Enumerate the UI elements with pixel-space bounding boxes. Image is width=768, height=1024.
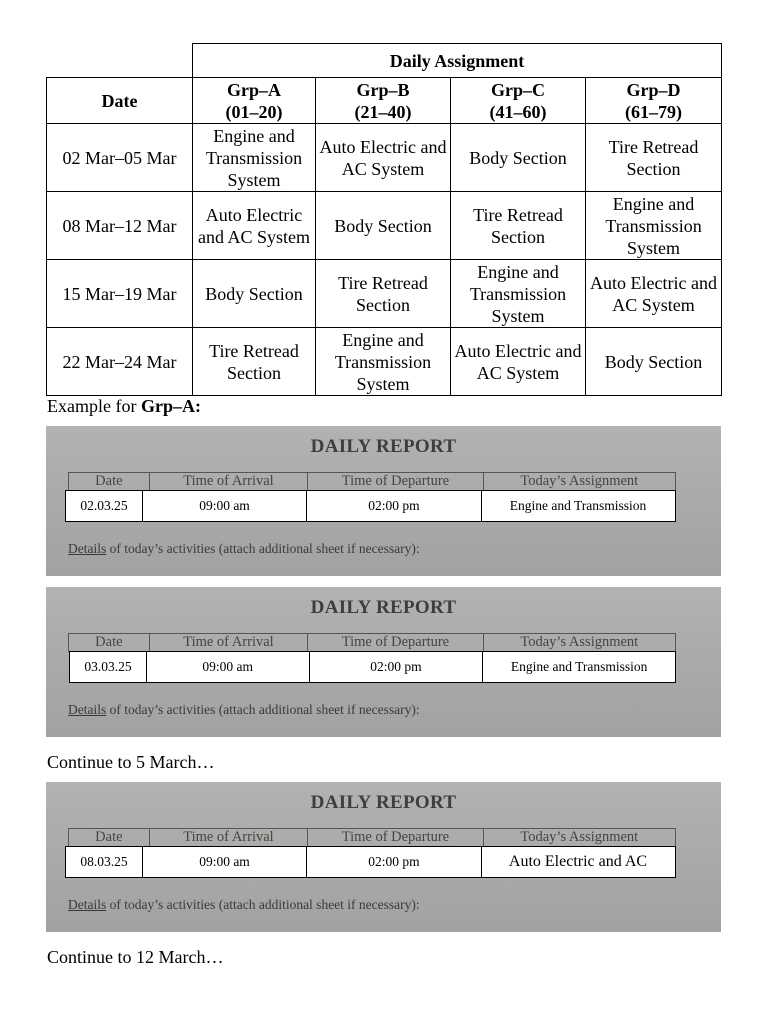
details-label: Details bbox=[68, 897, 107, 912]
group-range: (61–79) bbox=[625, 101, 683, 122]
table-row bbox=[47, 260, 722, 328]
continue-note-1: Continue to 5 March… bbox=[47, 752, 215, 772]
example-prefix: Example for bbox=[47, 396, 141, 416]
group-name: Grp–A bbox=[227, 79, 281, 100]
header-date: Date bbox=[69, 473, 150, 490]
group-name: Grp–B bbox=[356, 79, 410, 100]
entry-date: 08.03.25 bbox=[66, 847, 143, 877]
entry-assignment: Auto Electric and AC bbox=[508, 853, 648, 870]
daily-report-photo bbox=[46, 426, 721, 576]
report-entry-row bbox=[65, 846, 676, 878]
header-assignment: Today’s Assignment bbox=[520, 829, 639, 845]
example-caption bbox=[47, 395, 201, 417]
assignment-cell: Auto Electric and AC System bbox=[316, 124, 451, 192]
entry-date: 03.03.25 bbox=[70, 652, 147, 682]
header-assignment: Today’s Assignment bbox=[520, 634, 639, 650]
entry-assignment: Engine and Transmission bbox=[509, 498, 647, 513]
row-date: 22 Mar–24 Mar bbox=[47, 328, 193, 396]
assignment-cell: Engine and Transmission System bbox=[586, 192, 722, 260]
group-range: (41–60) bbox=[489, 101, 547, 122]
assignment-cell: Auto Electric and AC System bbox=[451, 328, 586, 396]
daily-report-photo bbox=[46, 782, 721, 932]
group-range: (01–20) bbox=[225, 101, 283, 122]
assignment-cell: Body Section bbox=[316, 192, 451, 260]
entry-assignment: Engine and Transmission bbox=[510, 659, 648, 674]
report-entry-row bbox=[69, 651, 676, 683]
group-name: Grp–D bbox=[626, 79, 681, 100]
assignment-cell: Body Section bbox=[586, 328, 722, 396]
report-header-row bbox=[68, 472, 676, 491]
details-label: Details bbox=[68, 541, 107, 556]
header-arrival: Time of Arrival bbox=[150, 634, 308, 651]
assignment-cell: Auto Electric and AC System bbox=[193, 192, 316, 260]
assignment-cell: Tire Retread Section bbox=[451, 192, 586, 260]
entry-arrival: 09:00 am bbox=[143, 847, 307, 877]
daily-report-photo bbox=[46, 587, 721, 737]
date-header: Date bbox=[47, 78, 193, 124]
assignment-cell: Auto Electric and AC System bbox=[586, 260, 722, 328]
report-header-row bbox=[68, 633, 676, 652]
report-details-line bbox=[68, 897, 420, 913]
header-date: Date bbox=[69, 829, 150, 846]
group-header-c bbox=[451, 78, 586, 124]
entry-arrival: 09:00 am bbox=[147, 652, 310, 682]
assignment-cell: Body Section bbox=[193, 260, 316, 328]
assignment-cell: Tire Retread Section bbox=[193, 328, 316, 396]
details-label: Details bbox=[68, 702, 107, 717]
report-title: DAILY REPORT bbox=[310, 436, 457, 457]
row-date: 15 Mar–19 Mar bbox=[47, 260, 193, 328]
report-header-row bbox=[68, 828, 676, 847]
group-header-b bbox=[316, 78, 451, 124]
entry-departure: 02:00 pm bbox=[307, 847, 482, 877]
report-details-line bbox=[68, 702, 420, 718]
table-row bbox=[47, 192, 722, 260]
assignment-cell: Tire Retread Section bbox=[316, 260, 451, 328]
header-assignment: Today’s Assignment bbox=[520, 473, 639, 489]
group-header-a bbox=[193, 78, 316, 124]
continue-note-2: Continue to 12 March… bbox=[47, 947, 224, 967]
report-title: DAILY REPORT bbox=[310, 792, 457, 813]
details-text: of today’s activities (attach additional sheet if necessary): bbox=[106, 897, 420, 912]
entry-date: 02.03.25 bbox=[66, 491, 143, 521]
header-departure: Time of Departure bbox=[308, 634, 483, 651]
table-row bbox=[47, 328, 722, 396]
details-text: of today’s activities (attach additional sheet if necessary): bbox=[106, 702, 420, 717]
entry-departure: 02:00 pm bbox=[307, 491, 482, 521]
assignment-cell: Engine and Transmission System bbox=[316, 328, 451, 396]
report-details-line bbox=[68, 541, 420, 557]
blank-corner-cell bbox=[47, 44, 193, 78]
header-arrival: Time of Arrival bbox=[150, 473, 308, 490]
group-name: Grp–C bbox=[491, 79, 545, 100]
entry-arrival: 09:00 am bbox=[143, 491, 307, 521]
row-date: 08 Mar–12 Mar bbox=[47, 192, 193, 260]
group-header-d bbox=[586, 78, 722, 124]
header-date: Date bbox=[69, 634, 150, 651]
example-group: Grp–A: bbox=[140, 396, 201, 416]
group-range: (21–40) bbox=[354, 101, 412, 122]
report-title: DAILY REPORT bbox=[310, 597, 457, 618]
assignment-cell: Engine and Transmission System bbox=[193, 124, 316, 192]
assignment-cell: Engine and Transmission System bbox=[451, 260, 586, 328]
header-departure: Time of Departure bbox=[308, 829, 483, 846]
table-row bbox=[47, 124, 722, 192]
header-departure: Time of Departure bbox=[308, 473, 483, 490]
daily-assignment-table bbox=[46, 43, 722, 396]
assignment-cell: Body Section bbox=[451, 124, 586, 192]
entry-departure: 02:00 pm bbox=[310, 652, 484, 682]
details-text: of today’s activities (attach additional sheet if necessary): bbox=[106, 541, 420, 556]
header-arrival: Time of Arrival bbox=[150, 829, 308, 846]
row-date: 02 Mar–05 Mar bbox=[47, 124, 193, 192]
report-entry-row bbox=[65, 490, 676, 522]
assignment-header: Daily Assignment bbox=[193, 44, 722, 78]
assignment-cell: Tire Retread Section bbox=[586, 124, 722, 192]
